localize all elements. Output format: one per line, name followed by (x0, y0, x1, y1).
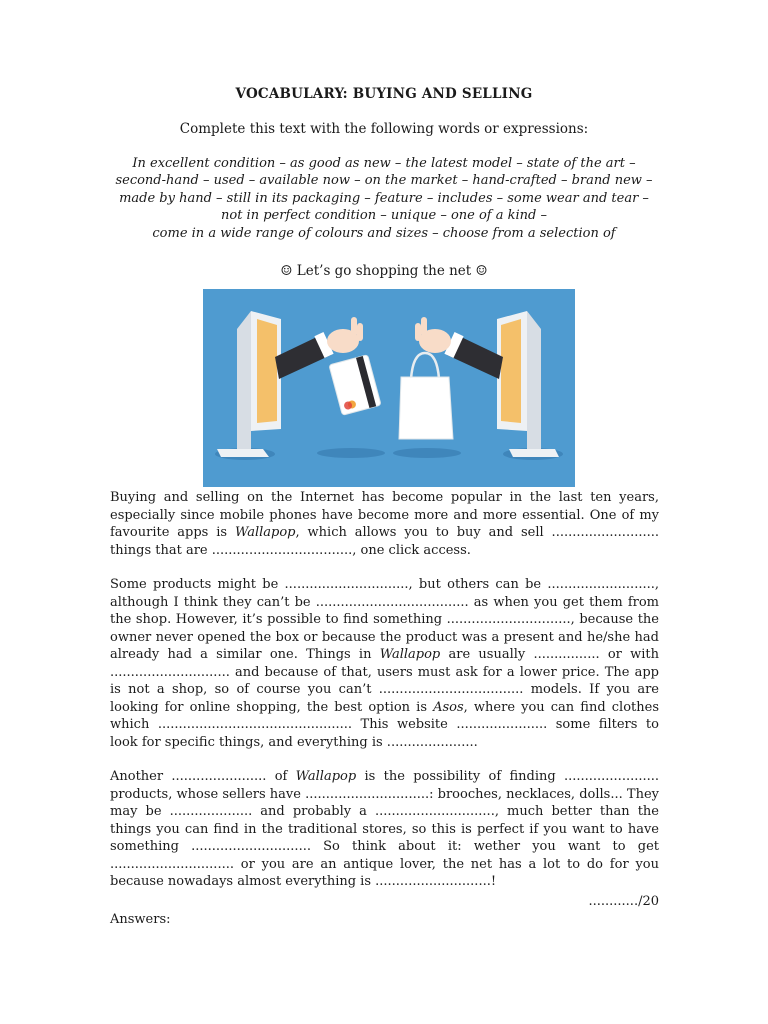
word-bank-line: come in a wide range of colours and sizes – choose from a selection of (152, 225, 616, 241)
italic-term: Wallapop (234, 525, 296, 540)
italic-term: Wallapop (295, 769, 357, 784)
paragraph-text: is the possibility of finding ....................... products, whose sellers have ..............................: brooches, necklaces, dolls... They may be .................... and probably a ............................., much better than the things you can find in the traditional stores, so this is perfect if you want to have something ............................. So think about it: wether you want to get .............................. or you are an antique lover, the net has a lot to do for you because nowadays almost everything is ............................! (110, 769, 660, 889)
instruction-text: Complete this text with the following words or expressions: (179, 121, 589, 137)
paragraph-1 (110, 489, 659, 559)
word-bank-line: made by hand – still in its packaging – feature – includes – some wear and tear – (119, 190, 649, 206)
paragraph-text: Another ....................... of (110, 769, 296, 784)
word-bank (90, 155, 678, 242)
answers-label: Answers: (110, 912, 171, 927)
paragraph-text: , which allows you to buy and sell .......................... things that are .................................., one click access. (110, 525, 659, 558)
paragraph-text: are usually ................ or with ............................. and because of that, users must ask for a lower price. The app is not a shop, so of course you can’t ................................... models. If you are looking for online shopping, the best option is (110, 647, 660, 715)
paragraph-2 (110, 576, 659, 751)
italic-term: Asos (433, 699, 464, 715)
subtitle: ☺ Let’s go shopping the net ☺ (280, 263, 488, 279)
paragraph-text: Some products might be .............................., but others can be .........................., although I think they can’t be ..................................... as when you get them from the shop. However, it’s possible to find something .............................., because the owner never opened the box or because the product was a present and he/she had already had a similar one. Things in (110, 577, 659, 662)
word-bank-line: not in perfect condition – unique – one of a kind – (221, 208, 547, 224)
paragraph-text: Buying and selling on the Internet has become popular in the last ten years, especially since mobile phones have become more and more essential. One of my favourite apps is (110, 490, 659, 540)
paragraph-text: , where you can find clothes which ............................................... This website ...................... some filters to look for specific things, and everything is ...................... (110, 699, 659, 750)
online-shopping-illustration (203, 289, 575, 487)
score-field: ............/20 (588, 894, 659, 909)
paragraph-3 (110, 768, 659, 891)
word-bank-line: In excellent condition – as good as new – the latest model – state of the art – (132, 156, 636, 171)
page-title: VOCABULARY: BUYING AND SELLING (235, 86, 533, 102)
word-bank-line: second-hand – used – available now – on the market – hand-crafted – brand new – (115, 173, 653, 189)
italic-term: Wallapop (379, 647, 441, 662)
